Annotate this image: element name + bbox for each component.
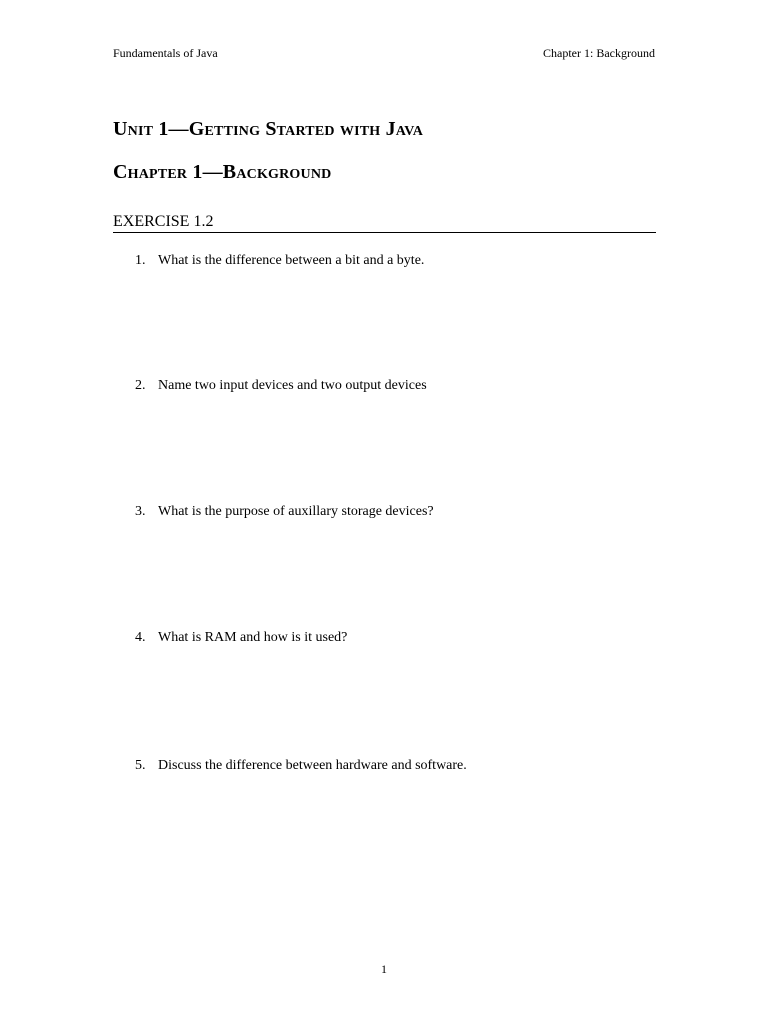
question-item [135,377,655,394]
question-text: What is RAM and how is it used? [158,630,348,645]
question-item [135,503,655,520]
question-item [135,757,655,774]
question-item [135,252,655,269]
page-number: 1 [381,962,387,976]
question-number: 5. [135,758,146,773]
question-text: Name two input devices and two output devices [158,378,427,393]
question-text: What is the purpose of auxillary storage devices? [158,504,434,519]
unit-title: Unit 1—Getting Started with Java [113,118,424,140]
exercise-title: EXERCISE 1.2 [113,212,656,233]
chapter-title: Chapter 1—Background [113,161,332,183]
question-text: Discuss the difference between hardware and software. [158,758,467,773]
question-number: 4. [135,630,146,645]
running-header-title: Fundamentals of Java [113,46,218,60]
question-text: What is the difference between a bit and a byte. [158,253,425,268]
question-item [135,629,655,646]
running-header-chapter: Chapter 1: Background [543,46,655,60]
question-number: 1. [135,253,146,268]
question-number: 2. [135,378,146,393]
question-number: 3. [135,504,146,519]
